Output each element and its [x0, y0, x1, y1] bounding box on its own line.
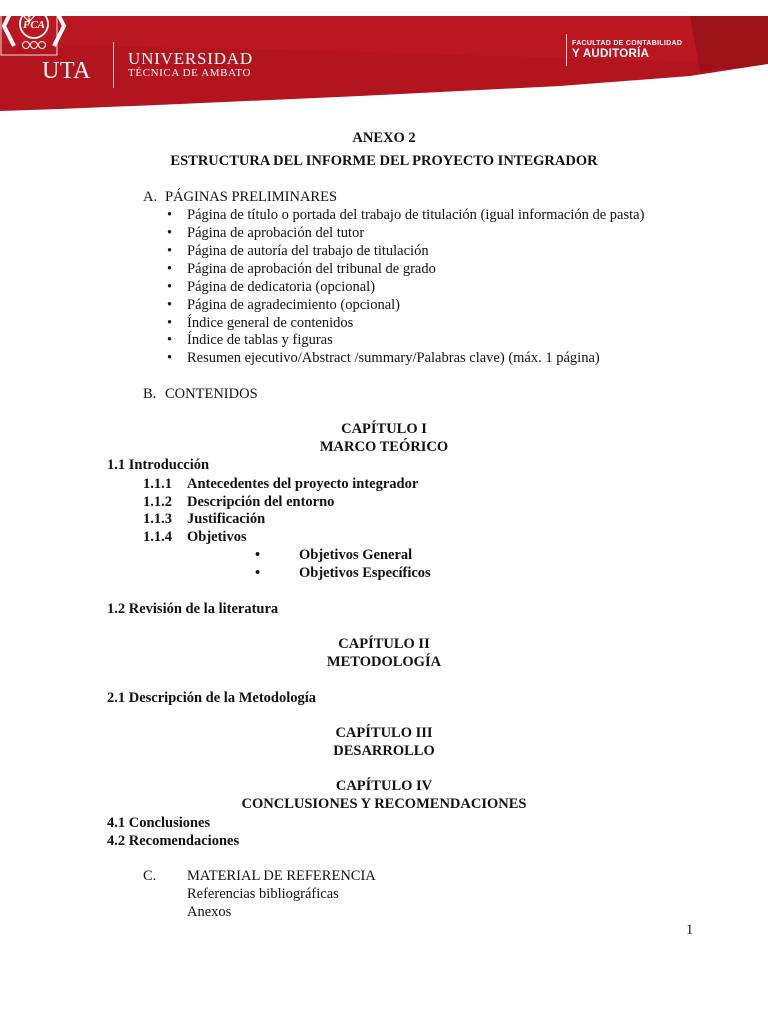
chapter-1-title: MARCO TEÓRICO [319, 439, 449, 455]
section-c-marker: C. [143, 868, 157, 884]
bullet-icon: • [167, 297, 173, 313]
banner-background [0, 0, 768, 115]
bullet-icon: • [255, 565, 261, 581]
bullet-icon: • [167, 350, 173, 366]
university-subtitle: TÉCNICA DE AMBATO [128, 67, 252, 79]
list-item: Página de agradecimiento (opcional) [187, 297, 400, 313]
list-item: Página de autoría del trabajo de titulación [187, 243, 429, 259]
fca-logo-text: FCA [22, 19, 46, 31]
subheading-number: 1.1.4 [143, 529, 172, 545]
section-a-title: PÁGINAS PRELIMINARES [165, 189, 338, 205]
faculty-name-line2: Y AUDITORÍA [572, 48, 650, 60]
chapter-3-title: DESARROLLO [333, 743, 435, 759]
objective-item: Objetivos Específicos [299, 565, 431, 581]
bullet-icon: • [167, 315, 173, 331]
document-title: ESTRUCTURA DEL INFORME DEL PROYECTO INTEGRADOR [170, 153, 598, 169]
subheading-label: Justificación [187, 511, 266, 527]
bullet-icon: • [167, 279, 173, 295]
subheading-label: Antecedentes del proyecto integrador [187, 476, 419, 492]
subheading-number: 1.1.1 [143, 476, 172, 492]
subheading-label: Objetivos [187, 529, 247, 545]
subheading-label: Descripción del entorno [187, 494, 335, 510]
annex-label: ANEXO 2 [352, 130, 416, 146]
bullet-icon: • [167, 225, 173, 241]
uta-logo-text: UTA [42, 58, 91, 84]
objective-item: Objetivos General [299, 547, 413, 563]
chapter-4-title: CONCLUSIONES Y RECOMENDACIONES [241, 796, 527, 812]
logo-divider [113, 42, 114, 88]
list-item: Página de título o portada del trabajo de titulación (igual información de pasta) [187, 207, 645, 223]
heading-4-2: 4.2 Recomendaciones [107, 833, 240, 849]
list-item: Página de dedicatoria (opcional) [187, 279, 376, 295]
subheading-number: 1.1.2 [143, 494, 172, 510]
chapter-4-label: CAPÍTULO IV [335, 778, 433, 794]
list-item: Resumen ejecutivo/Abstract /summary/Palabras clave) (máx. 1 página) [187, 350, 600, 366]
section-b-marker: B. [143, 386, 157, 402]
list-item: Página de aprobación del tutor [187, 225, 365, 241]
heading-4-1: 4.1 Conclusiones [107, 815, 211, 831]
fca-logo-icon [0, 0, 68, 52]
list-item: Índice general de contenidos [187, 315, 354, 331]
bullet-icon: • [167, 243, 173, 259]
list-item: Referencias bibliográficas [187, 886, 339, 902]
chapter-2-label: CAPÍTULO II [338, 636, 430, 652]
list-item: Índice de tablas y figuras [187, 332, 333, 348]
page-number: 1 [686, 922, 694, 938]
header-banner [0, 0, 768, 115]
university-name: UNIVERSIDAD [128, 49, 253, 68]
list-item: Anexos [187, 904, 232, 920]
bullet-icon: • [255, 547, 261, 563]
bullet-icon: • [167, 261, 173, 277]
heading-1-2: 1.2 Revisión de la literatura [107, 601, 279, 617]
section-c-title: MATERIAL DE REFERENCIA [187, 868, 376, 884]
faculty-divider [566, 34, 567, 66]
subheading-number: 1.1.3 [143, 511, 172, 527]
list-item: Página de aprobación del tribunal de grado [187, 261, 436, 277]
chapter-1-label: CAPÍTULO I [341, 421, 427, 437]
chapter-3-label: CAPÍTULO III [335, 725, 433, 741]
section-a-marker: A. [143, 189, 158, 205]
faculty-name-line1: FACULTAD DE CONTABILIDAD [572, 40, 683, 47]
section-b-title: CONTENIDOS [165, 386, 258, 402]
heading-1-1: 1.1 Introducción [107, 457, 210, 473]
chapter-2-title: METODOLOGÍA [326, 654, 442, 670]
bullet-icon: • [167, 207, 173, 223]
bullet-icon: • [167, 332, 173, 348]
heading-2-1: 2.1 Descripción de la Metodología [107, 690, 317, 706]
